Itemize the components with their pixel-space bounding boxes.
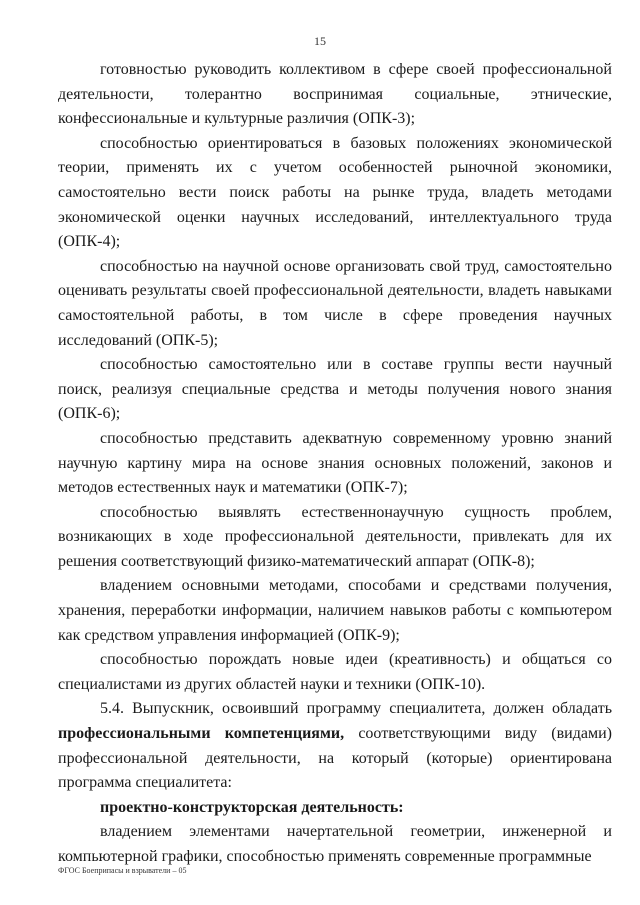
- paragraph-section-5-4: [58, 697, 612, 795]
- section-5-4-suffix: соответствующими виду (видами) профессиональной деятельности, на который (которые) ориентирована программа специалитета:: [58, 725, 612, 792]
- paragraph-opk-5: способностью на научной основе организовать свой труд, самостоятельно оценивать результаты своей профессиональной деятельности, владеть навыками самостоятельной работы, в том числе в сфере проведения научных исследований (ОПК-5);: [58, 257, 612, 349]
- section-5-4-bold-term: профессиональными компетенциями,: [58, 725, 345, 743]
- paragraph-opk-7: способностью представить адекватную современному уровню знаний научную картину мира на основе знания основных положений, законов и методов естественных наук и математики (ОПК-7);: [58, 429, 612, 497]
- document-body: [58, 58, 612, 870]
- page-number: 15: [314, 34, 326, 48]
- paragraph-opk-3: готовностью руководить коллективом в сфере своей профессиональной деятельности, толерантно воспринимая социальные, этнические, конфессиональные и культурные различия (ОПК-3);: [58, 61, 612, 128]
- paragraph-opk-4: способностью ориентироваться в базовых положениях экономической теории, применять их с учетом особенностей рыночной экономики, самостоятельно вести поиск работы на рынке труда, владеть методами экономической оценки научных исследований, интеллектуального труда (ОПК-4);: [58, 134, 612, 251]
- section-5-4-prefix: 5.4. Выпускник, освоивший программу специалитета, должен обладать: [100, 700, 612, 718]
- paragraph-graphics: владением элементами начертательной геометрии, инженерной и компьютерной графики, способностью применять современные программные: [58, 823, 612, 865]
- paragraph-opk-10: способностью порождать новые идеи (креативность) и общаться со специалистами из других областей науки и техники (ОПК-10).: [58, 651, 612, 693]
- activity-heading: проектно-конструкторская деятельность:: [100, 798, 404, 816]
- paragraph-opk-6: способностью самостоятельно или в составе группы вести научный поиск, реализуя специальные средства и методы получения нового знания (ОПК-6);: [58, 356, 612, 423]
- paragraph-opk-9: владением основными методами, способами и средствами получения, хранения, переработки информации, наличием навыков работы с компьютером как средством управления информацией (ОПК-9);: [58, 577, 612, 644]
- paragraph-opk-8: способностью выявлять естественнонаучную сущность проблем, возникающих в ходе профессиональной деятельности, привлекать для их решения соответствующий физико-математический аппарат (ОПК-8);: [58, 503, 612, 570]
- document-footer: ФГОС Боеприпасы и взрыватели – 05: [58, 866, 187, 875]
